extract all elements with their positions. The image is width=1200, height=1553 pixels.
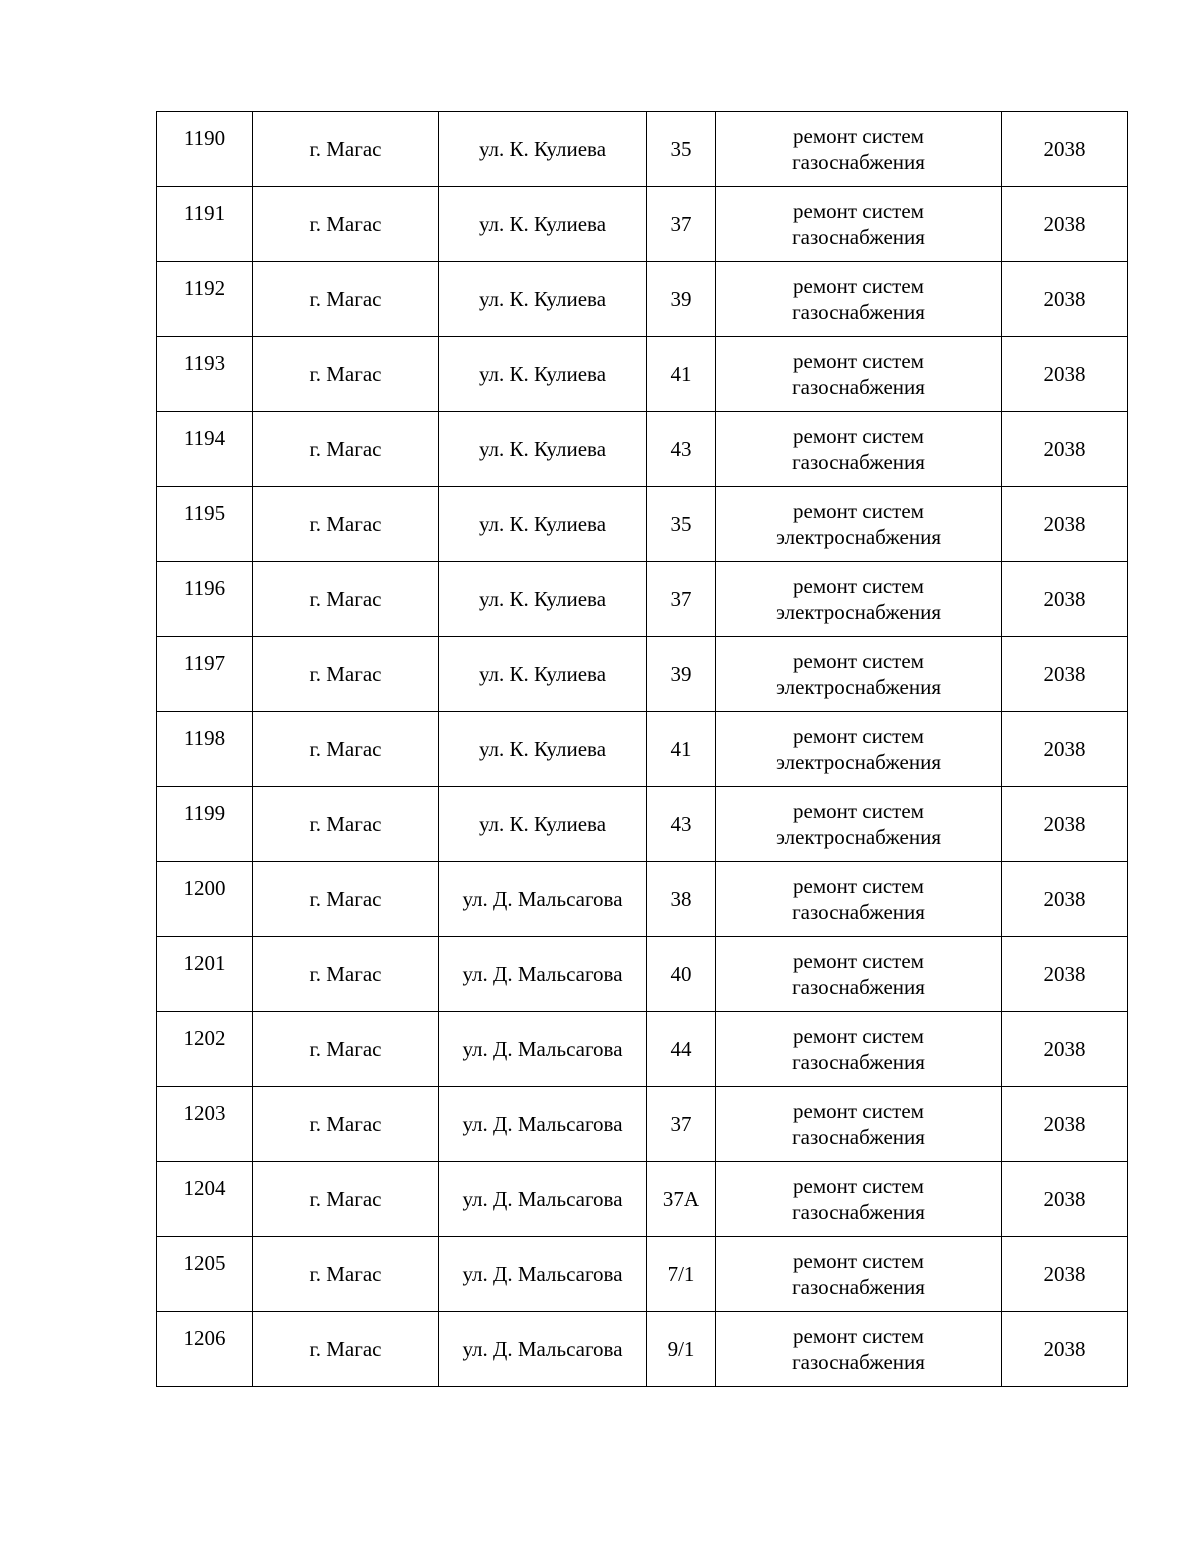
work-type-line: газоснабжения xyxy=(792,375,925,399)
street-cell: ул. Д. Мальсагова xyxy=(439,1237,647,1312)
city-cell: г. Магас xyxy=(253,1237,439,1312)
year-cell: 2038 xyxy=(1002,412,1128,487)
city-cell: г. Магас xyxy=(253,637,439,712)
row-number-cell: 1194 xyxy=(157,412,253,487)
year-cell: 2038 xyxy=(1002,937,1128,1012)
work-type-line: газоснабжения xyxy=(792,1125,925,1149)
table-row xyxy=(157,862,1128,937)
row-number-cell: 1206 xyxy=(157,1312,253,1387)
work-type-cell xyxy=(716,1237,1002,1312)
row-number-cell: 1205 xyxy=(157,1237,253,1312)
row-number-cell: 1202 xyxy=(157,1012,253,1087)
work-type-line: электроснабжения xyxy=(775,600,942,624)
work-type-cell xyxy=(716,1162,1002,1237)
work-type-line: электроснабжения xyxy=(775,675,942,699)
year-cell: 2038 xyxy=(1002,1087,1128,1162)
table-row xyxy=(157,937,1128,1012)
work-type-line: ремонт систем xyxy=(793,1249,924,1273)
work-type-line: газоснабжения xyxy=(792,300,925,324)
work-type-line: газоснабжения xyxy=(792,975,925,999)
work-type-cell xyxy=(716,637,1002,712)
work-type-line: ремонт систем xyxy=(793,124,924,148)
row-number-cell: 1199 xyxy=(157,787,253,862)
table-row xyxy=(157,487,1128,562)
street-cell: ул. Д. Мальсагова xyxy=(439,1087,647,1162)
city-cell: г. Магас xyxy=(253,412,439,487)
city-cell: г. Магас xyxy=(253,112,439,187)
house-number-cell: 39 xyxy=(647,262,716,337)
house-number-cell: 37 xyxy=(647,562,716,637)
table-row xyxy=(157,1087,1128,1162)
work-type-line: ремонт систем xyxy=(793,499,924,523)
year-cell: 2038 xyxy=(1002,1162,1128,1237)
work-type-line: газоснабжения xyxy=(792,150,925,174)
street-cell: ул. К. Кулиева xyxy=(439,337,647,412)
street-cell: ул. К. Кулиева xyxy=(439,487,647,562)
street-cell: ул. Д. Мальсагова xyxy=(439,937,647,1012)
work-type-line: ремонт систем xyxy=(793,649,924,673)
work-type-cell xyxy=(716,262,1002,337)
house-number-cell: 41 xyxy=(647,712,716,787)
work-type-line: ремонт систем xyxy=(793,1174,924,1198)
street-cell: ул. К. Кулиева xyxy=(439,262,647,337)
work-type-line: ремонт систем xyxy=(793,799,924,823)
house-number-cell: 7/1 xyxy=(647,1237,716,1312)
table-row xyxy=(157,1162,1128,1237)
row-number-cell: 1200 xyxy=(157,862,253,937)
work-type-line: ремонт систем xyxy=(793,1024,924,1048)
city-cell: г. Магас xyxy=(253,1162,439,1237)
year-cell: 2038 xyxy=(1002,1237,1128,1312)
row-number-cell: 1193 xyxy=(157,337,253,412)
row-number-cell: 1196 xyxy=(157,562,253,637)
house-number-cell: 44 xyxy=(647,1012,716,1087)
city-cell: г. Магас xyxy=(253,337,439,412)
work-type-cell xyxy=(716,412,1002,487)
work-type-line: газоснабжения xyxy=(792,450,925,474)
repair-schedule-table xyxy=(156,111,1128,1387)
city-cell: г. Магас xyxy=(253,262,439,337)
work-type-line: электроснабжения xyxy=(775,525,942,549)
house-number-cell: 35 xyxy=(647,112,716,187)
work-type-line: электроснабжения xyxy=(775,750,942,774)
work-type-cell xyxy=(716,712,1002,787)
work-type-cell xyxy=(716,112,1002,187)
city-cell: г. Магас xyxy=(253,487,439,562)
year-cell: 2038 xyxy=(1002,187,1128,262)
year-cell: 2038 xyxy=(1002,1012,1128,1087)
work-type-cell xyxy=(716,1312,1002,1387)
work-type-line: газоснабжения xyxy=(792,1050,925,1074)
work-type-line: ремонт систем xyxy=(793,349,924,373)
work-type-cell xyxy=(716,862,1002,937)
street-cell: ул. К. Кулиева xyxy=(439,637,647,712)
work-type-cell xyxy=(716,337,1002,412)
house-number-cell: 9/1 xyxy=(647,1312,716,1387)
work-type-cell xyxy=(716,187,1002,262)
year-cell: 2038 xyxy=(1002,337,1128,412)
house-number-cell: 40 xyxy=(647,937,716,1012)
year-cell: 2038 xyxy=(1002,562,1128,637)
table-row xyxy=(157,1237,1128,1312)
work-type-line: ремонт систем xyxy=(793,1099,924,1123)
city-cell: г. Магас xyxy=(253,787,439,862)
year-cell: 2038 xyxy=(1002,637,1128,712)
work-type-line: ремонт систем xyxy=(793,874,924,898)
house-number-cell: 35 xyxy=(647,487,716,562)
city-cell: г. Магас xyxy=(253,1012,439,1087)
work-type-line: газоснабжения xyxy=(792,225,925,249)
street-cell: ул. К. Кулиева xyxy=(439,787,647,862)
table-row xyxy=(157,787,1128,862)
city-cell: г. Магас xyxy=(253,187,439,262)
city-cell: г. Магас xyxy=(253,562,439,637)
table-body xyxy=(157,112,1128,1387)
year-cell: 2038 xyxy=(1002,1312,1128,1387)
work-type-line: газоснабжения xyxy=(792,1275,925,1299)
street-cell: ул. Д. Мальсагова xyxy=(439,1162,647,1237)
row-number-cell: 1190 xyxy=(157,112,253,187)
work-type-cell xyxy=(716,487,1002,562)
work-type-line: ремонт систем xyxy=(793,274,924,298)
city-cell: г. Магас xyxy=(253,937,439,1012)
house-number-cell: 43 xyxy=(647,787,716,862)
table-row xyxy=(157,412,1128,487)
house-number-cell: 43 xyxy=(647,412,716,487)
row-number-cell: 1204 xyxy=(157,1162,253,1237)
table-row xyxy=(157,112,1128,187)
city-cell: г. Магас xyxy=(253,712,439,787)
table-row xyxy=(157,712,1128,787)
work-type-line: ремонт систем xyxy=(793,1324,924,1348)
row-number-cell: 1192 xyxy=(157,262,253,337)
work-type-line: ремонт систем xyxy=(793,199,924,223)
year-cell: 2038 xyxy=(1002,712,1128,787)
work-type-cell xyxy=(716,937,1002,1012)
street-cell: ул. К. Кулиева xyxy=(439,712,647,787)
year-cell: 2038 xyxy=(1002,862,1128,937)
street-cell: ул. К. Кулиева xyxy=(439,562,647,637)
work-type-line: газоснабжения xyxy=(792,1350,925,1374)
row-number-cell: 1198 xyxy=(157,712,253,787)
work-type-line: ремонт систем xyxy=(793,724,924,748)
table-row xyxy=(157,337,1128,412)
work-type-line: газоснабжения xyxy=(792,900,925,924)
row-number-cell: 1203 xyxy=(157,1087,253,1162)
work-type-cell xyxy=(716,787,1002,862)
row-number-cell: 1201 xyxy=(157,937,253,1012)
table-row xyxy=(157,262,1128,337)
row-number-cell: 1195 xyxy=(157,487,253,562)
year-cell: 2038 xyxy=(1002,787,1128,862)
row-number-cell: 1197 xyxy=(157,637,253,712)
city-cell: г. Магас xyxy=(253,862,439,937)
city-cell: г. Магас xyxy=(253,1087,439,1162)
row-number-cell: 1191 xyxy=(157,187,253,262)
street-cell: ул. Д. Мальсагова xyxy=(439,862,647,937)
house-number-cell: 37А xyxy=(647,1162,716,1237)
street-cell: ул. Д. Мальсагова xyxy=(439,1312,647,1387)
street-cell: ул. К. Кулиева xyxy=(439,112,647,187)
year-cell: 2038 xyxy=(1002,112,1128,187)
work-type-line: электроснабжения xyxy=(775,825,942,849)
work-type-cell xyxy=(716,1087,1002,1162)
city-cell: г. Магас xyxy=(253,1312,439,1387)
street-cell: ул. К. Кулиева xyxy=(439,412,647,487)
year-cell: 2038 xyxy=(1002,262,1128,337)
year-cell: 2038 xyxy=(1002,487,1128,562)
table-row xyxy=(157,1012,1128,1087)
house-number-cell: 37 xyxy=(647,187,716,262)
house-number-cell: 39 xyxy=(647,637,716,712)
house-number-cell: 41 xyxy=(647,337,716,412)
work-type-line: ремонт систем xyxy=(793,424,924,448)
table-row xyxy=(157,637,1128,712)
street-cell: ул. Д. Мальсагова xyxy=(439,1012,647,1087)
table-row xyxy=(157,562,1128,637)
house-number-cell: 37 xyxy=(647,1087,716,1162)
table-row xyxy=(157,1312,1128,1387)
work-type-line: газоснабжения xyxy=(792,1200,925,1224)
table-row xyxy=(157,187,1128,262)
work-type-line: ремонт систем xyxy=(793,574,924,598)
house-number-cell: 38 xyxy=(647,862,716,937)
work-type-cell xyxy=(716,562,1002,637)
work-type-line: ремонт систем xyxy=(793,949,924,973)
street-cell: ул. К. Кулиева xyxy=(439,187,647,262)
work-type-cell xyxy=(716,1012,1002,1087)
